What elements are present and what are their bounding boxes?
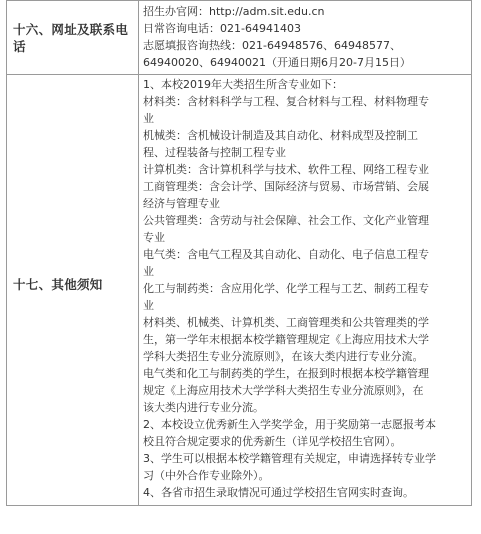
daily-phone-line: 日常咨询电话：021-64941403 <box>143 22 301 35</box>
note-line: 计算机类：含计算机科学与技术、软件工程、网络工程专业 <box>143 163 429 176</box>
note-line: 专业 <box>143 231 165 244</box>
note-line: 1、本校2019年大类招生所含专业如下： <box>143 78 343 91</box>
note-line: 程、过程装备与控制工程专业 <box>143 146 286 159</box>
note-line: 化工与制药类：含应用化学、化学工程与工艺、制药工程专 <box>143 282 429 295</box>
note-line: 材料类、机械类、计算机类、工商管理类和公共管理类的学 <box>143 316 429 329</box>
note-line: 业 <box>143 299 154 312</box>
hotline-continued-line: 64940020、64940021（开通日期6月20-7月15日） <box>143 56 411 69</box>
note-line: 业 <box>143 112 154 125</box>
contact-label-cell <box>7 1 139 75</box>
note-line: 经济与管理专业 <box>143 197 220 210</box>
notes-label: 十七、其他须知 <box>13 276 103 292</box>
note-line: 材料类：含材料科学与工程、复合材料与工程、材料物理专 <box>143 95 429 108</box>
notes-content-cell <box>139 75 472 506</box>
note-line: 校且符合规定要求的优秀新生（详见学校招生官网）。 <box>143 435 402 448</box>
note-line: 业 <box>143 265 154 278</box>
note-line: 电气类和化工与制药类的学生，在报到时根据本校学籍管理 <box>143 367 429 380</box>
contact-content-cell <box>139 1 472 75</box>
note-line: 2、本校设立优秀新生入学奖学金，用于奖励第一志愿报考本 <box>143 418 436 431</box>
contact-label <box>7 21 138 55</box>
notes-label-cell <box>7 75 139 506</box>
note-line: 4、各省市招生录取情况可通过学校招生官网实时查询。 <box>143 486 414 499</box>
note-line: 电气类：含电气工程及其自动化、自动化、电子信息工程专 <box>143 248 429 261</box>
contact-label-line: 话 <box>13 38 26 54</box>
hotline-line: 志愿填报咨询热线：021-64948576、64948577、 <box>143 39 401 52</box>
note-line: 该大类内进行专业分流。 <box>143 401 264 414</box>
note-line: 学科大类招生专业分流原则》，在该大类内进行专业分流。 <box>143 350 424 363</box>
note-line: 工商管理类：含会计学、国际经济与贸易、市场营销、会展 <box>143 180 429 193</box>
notes-row <box>7 75 472 506</box>
note-line: 机械类：含机械设计制造及其自动化、材料成型及控制工 <box>143 129 418 142</box>
note-line: 3、学生可以根据本校学籍管理有关规定，申请选择转专业学 <box>143 452 436 465</box>
note-line: 习（中外合作专业除外）。 <box>143 469 270 482</box>
admissions-website-line: 招生办官网：http://adm.sit.edu.cn <box>143 5 325 18</box>
note-line: 生，第一学年末根据本校学籍管理规定《上海应用技术大学 <box>143 333 429 346</box>
admissions-info-table <box>6 0 472 506</box>
contact-label-line: 十六、网址及联系电 <box>13 21 129 37</box>
contact-row <box>7 1 472 75</box>
note-line: 公共管理类：含劳动与社会保障、社会工作、文化产业管理 <box>143 214 429 227</box>
note-line: 规定《上海应用技术大学学科大类招生专业分流原则》，在 <box>143 384 424 397</box>
